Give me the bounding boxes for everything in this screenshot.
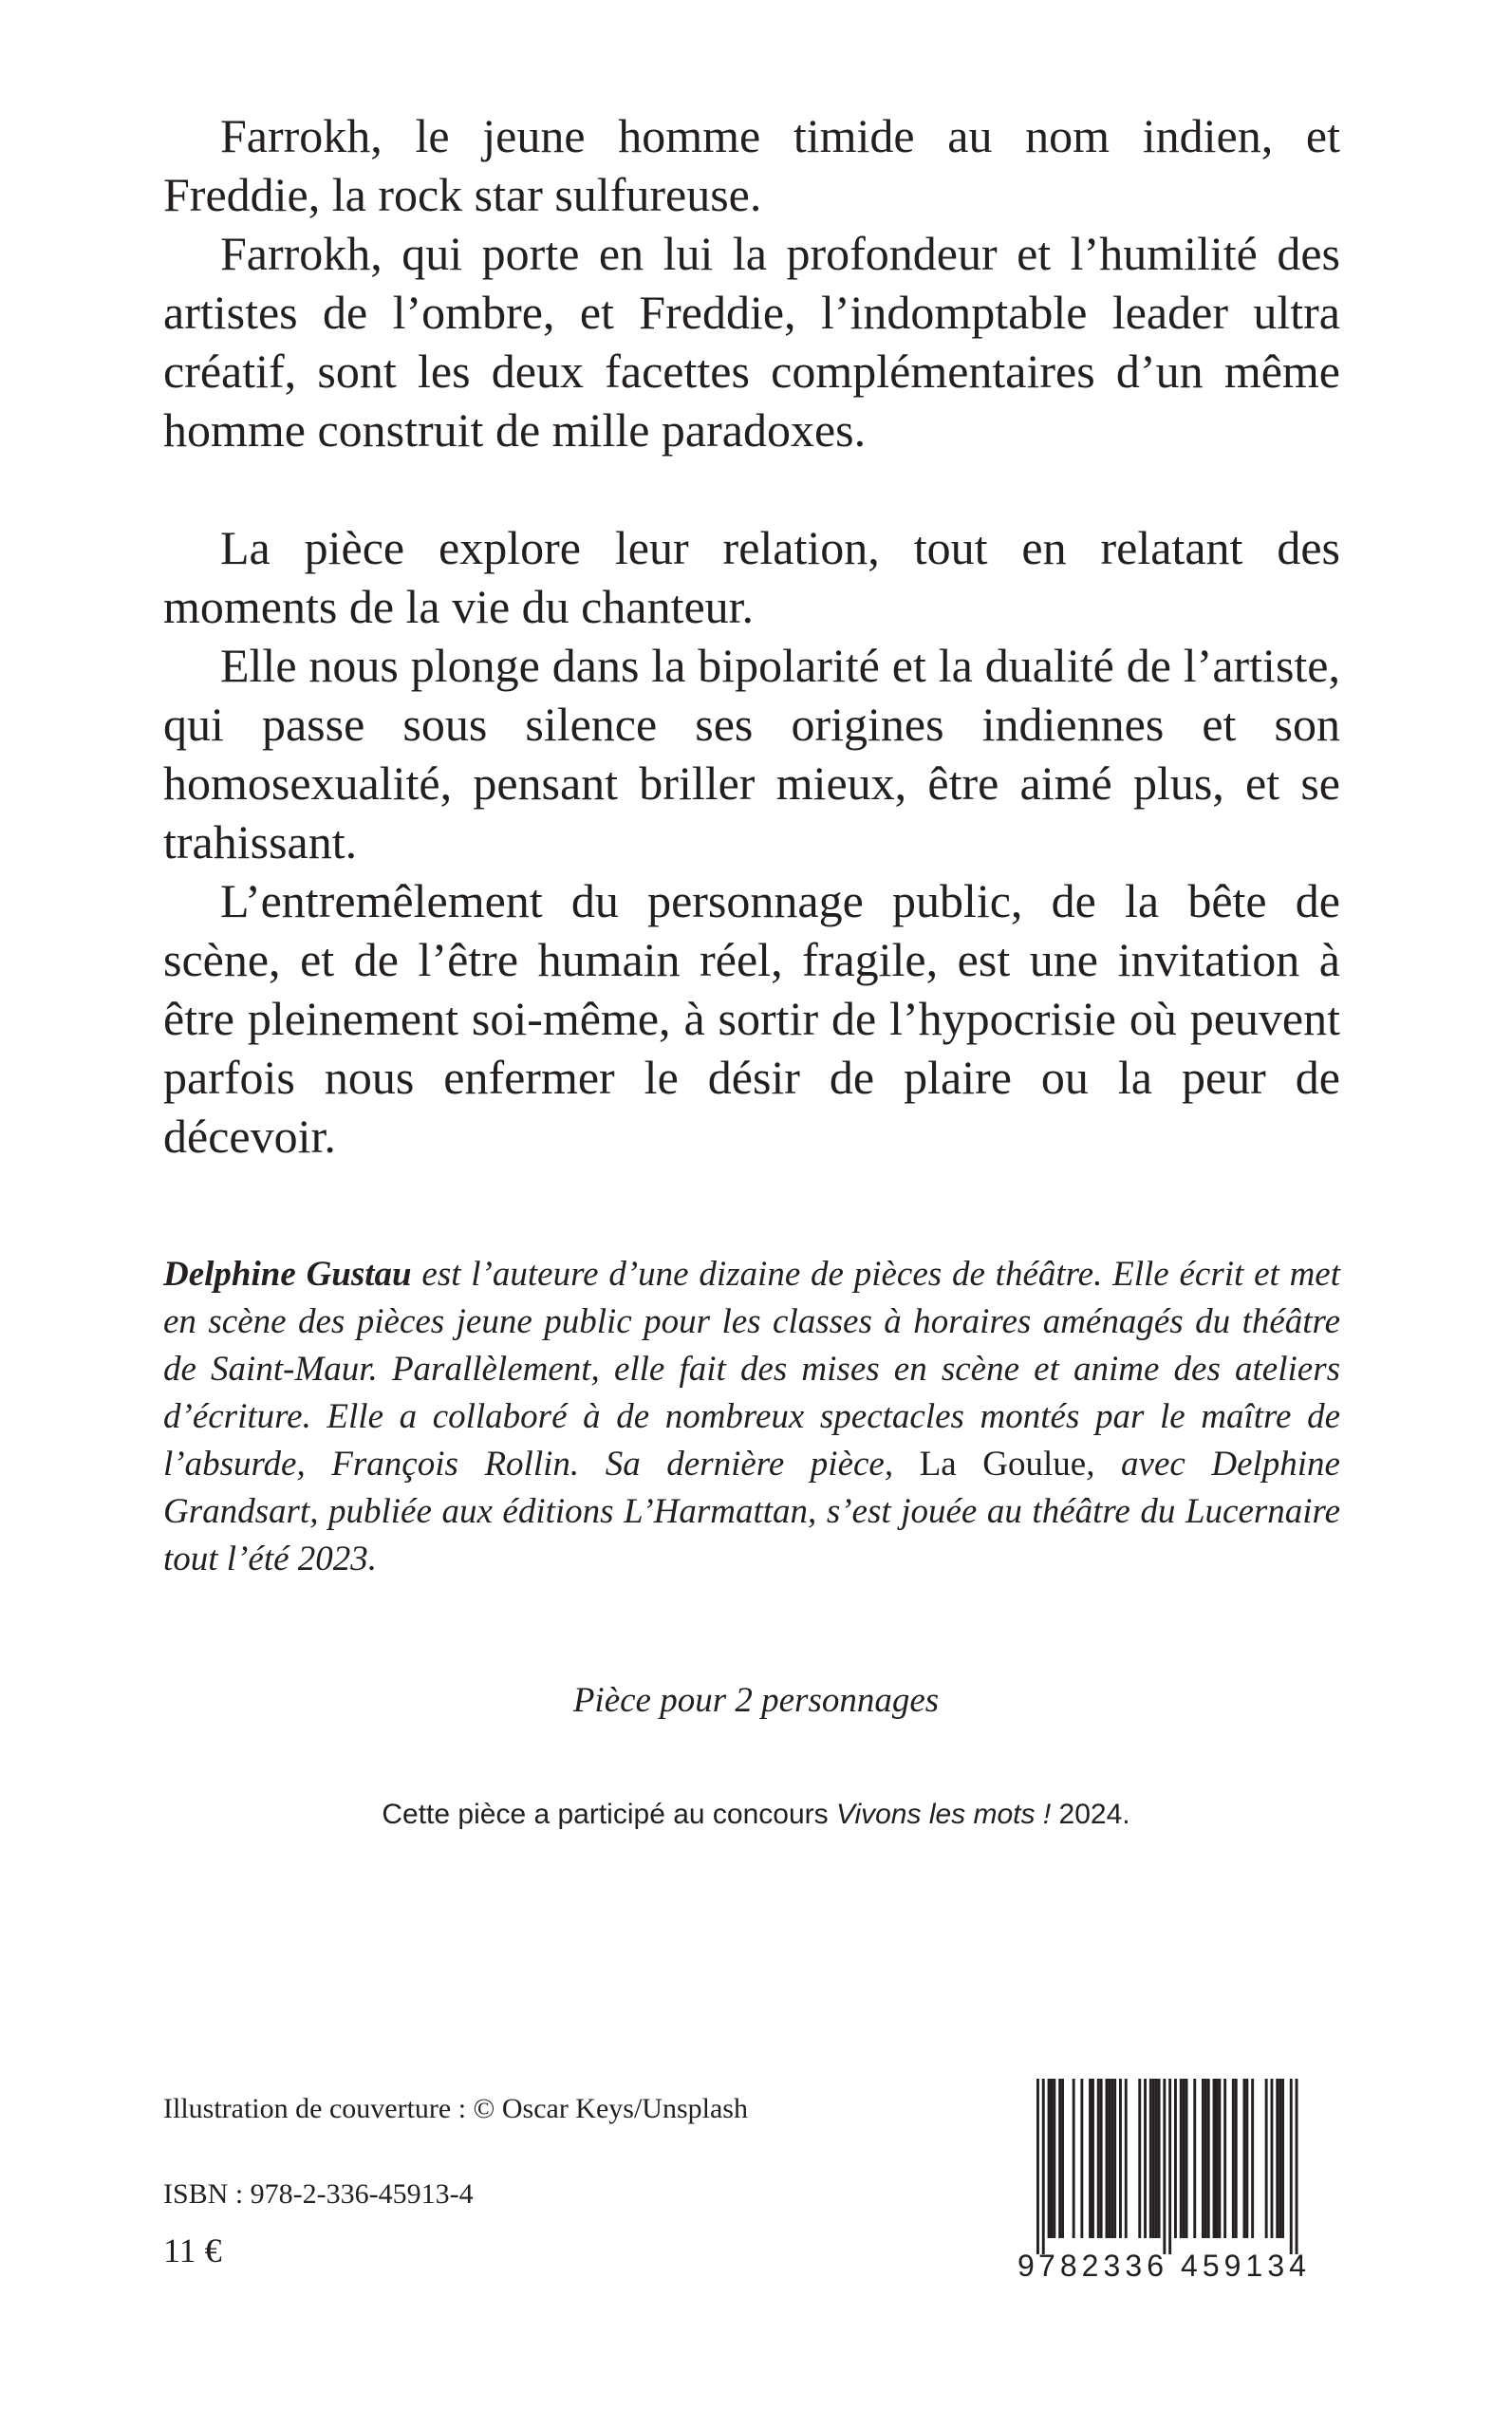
barcode-bar xyxy=(1051,2079,1054,2238)
barcode-bar xyxy=(1048,2079,1051,2238)
barcode-guard-bar xyxy=(1163,2079,1166,2254)
barcode-guard-bar xyxy=(1296,2079,1298,2254)
barcode-bar xyxy=(1080,2079,1083,2238)
barcode-right-digits: 459134 xyxy=(1181,2249,1306,2283)
barcode-bar xyxy=(1138,2079,1141,2238)
barcode-bar xyxy=(1218,2079,1221,2238)
barcode-bar xyxy=(1204,2079,1207,2238)
barcode-bar xyxy=(1180,2079,1183,2238)
barcode-bar xyxy=(1281,2079,1284,2238)
barcode-bar xyxy=(1053,2079,1055,2238)
blurb-paragraph: L’entremêlement du personnage public, de la bête de scène, et de l’être humain réel, fragile, est une invitation à être pleinement soi-même, à sortir de l’hypocrisie où peuvent parfois nous enfermer le désir de plaire ou la peur de décevoir. xyxy=(163,874,1340,1163)
price: 11 € xyxy=(163,2232,222,2269)
barcode-bar xyxy=(1223,2079,1226,2238)
barcode-guard-bar xyxy=(1036,2079,1039,2254)
barcode-bar xyxy=(1073,2079,1075,2238)
barcode-bar xyxy=(1243,2079,1246,2238)
barcode-bar xyxy=(1149,2079,1152,2238)
barcode-bar xyxy=(1265,2079,1268,2238)
barcode-bar xyxy=(1106,2079,1109,2238)
barcode-bar xyxy=(1185,2079,1188,2238)
barcode-left-digits: 782336 xyxy=(1038,2249,1164,2283)
barcode-bar xyxy=(1193,2079,1196,2238)
barcode-guard-bar xyxy=(1290,2079,1293,2254)
author-bio xyxy=(163,1251,1340,1583)
barcode-bar xyxy=(1100,2079,1103,2238)
barcode-bar xyxy=(1058,2079,1061,2238)
barcode-bar xyxy=(1092,2079,1094,2238)
barcode-bar xyxy=(1158,2079,1161,2238)
barcode-bar xyxy=(1232,2079,1235,2238)
blurb xyxy=(163,106,1340,1166)
blurb-paragraph: La pièce explore leur relation, tout en relatant des moments de la vie du chanteur. xyxy=(163,521,1340,633)
work-title: La Goulue xyxy=(919,1445,1087,1484)
author-bio-text: est l’auteure d’une dizaine de pièces de théâtre. Elle écrit et met en scène des pièces jeune public pour les classes à horaires aménagés du théâtre de Saint-Maur. Parallèlement, elle fait des mises en scène et anime des ateliers d’écriture. Elle a collaboré à de nombreux spectacles montés par le maître de l’absurde, François Rollin. Sa dernière pièce, xyxy=(163,1255,1340,1484)
barcode-bar xyxy=(1089,2079,1092,2238)
barcode-bar xyxy=(1111,2079,1113,2238)
barcode-bar xyxy=(1097,2079,1100,2238)
contest-note-text: Cette pièce a participé au concours xyxy=(382,1799,836,1830)
isbn: ISBN : 978-2-336-45913-4 xyxy=(163,2178,474,2210)
barcode-bar xyxy=(1108,2079,1111,2238)
characters-note: Pièce pour 2 personnages xyxy=(572,1681,940,1720)
contest-name: Vivons les mots ! xyxy=(835,1799,1052,1830)
barcode-bar xyxy=(1271,2079,1274,2238)
barcode-bar xyxy=(1113,2079,1116,2238)
author-name: Delphine Gustau xyxy=(163,1255,412,1294)
blurb-paragraph: Farrokh, qui porte en lui la profondeur et l’humilité des artistes de l’ombre, et Freddie, l’indomptable leader ultra créatif, sont les deux facettes complémentaires d’un même homme construit de mille paradoxes. xyxy=(163,227,1340,457)
barcode-guard-bar xyxy=(1168,2079,1171,2254)
barcode-bar xyxy=(1279,2079,1281,2238)
barcode-bar xyxy=(1245,2079,1248,2238)
barcode-bar xyxy=(1155,2079,1158,2238)
cover-credit: Illustration de couverture : © Oscar Keys/Unsplash xyxy=(163,2093,748,2124)
author-bio-text: , avec Delphine Grandsart, publiée aux éditions L’Harmattan, s’est jouée au théâtre du Lucernaire tout l’été 2023. xyxy=(163,1445,1340,1578)
barcode-bar xyxy=(1144,2079,1147,2238)
blurb-paragraph: Farrokh, le jeune homme timide au nom indien, et Freddie, la rock star sulfureuse. xyxy=(163,109,1340,221)
barcode-bar xyxy=(1202,2079,1204,2238)
barcode-first-digit: 9 xyxy=(1017,2249,1035,2283)
barcode-bar xyxy=(1235,2079,1238,2238)
barcode-guard-bar xyxy=(1042,2079,1045,2254)
barcode xyxy=(1016,2079,1319,2283)
barcode-bar xyxy=(1216,2079,1219,2238)
barcode-bar xyxy=(1183,2079,1185,2238)
barcode-bar xyxy=(1251,2079,1254,2238)
barcode-bar xyxy=(1152,2079,1155,2238)
barcode-bar xyxy=(1276,2079,1279,2238)
barcode-bar xyxy=(1207,2079,1210,2238)
barcode-bar xyxy=(1213,2079,1216,2238)
contest-note xyxy=(0,1799,1512,1831)
blurb-paragraph: Elle nous plonge dans la bipolarité et la dualité de l’artiste, qui passe sous silence ses origines indiennes et son homosexualité, pensant briller mieux, être aimé plus, et se trahissant. xyxy=(163,639,1340,868)
barcode-bar xyxy=(1174,2079,1177,2238)
barcode-bar xyxy=(1125,2079,1128,2238)
barcode-bar xyxy=(1061,2079,1064,2238)
barcode-bar xyxy=(1119,2079,1122,2238)
contest-note-text: 2024. xyxy=(1051,1799,1130,1830)
